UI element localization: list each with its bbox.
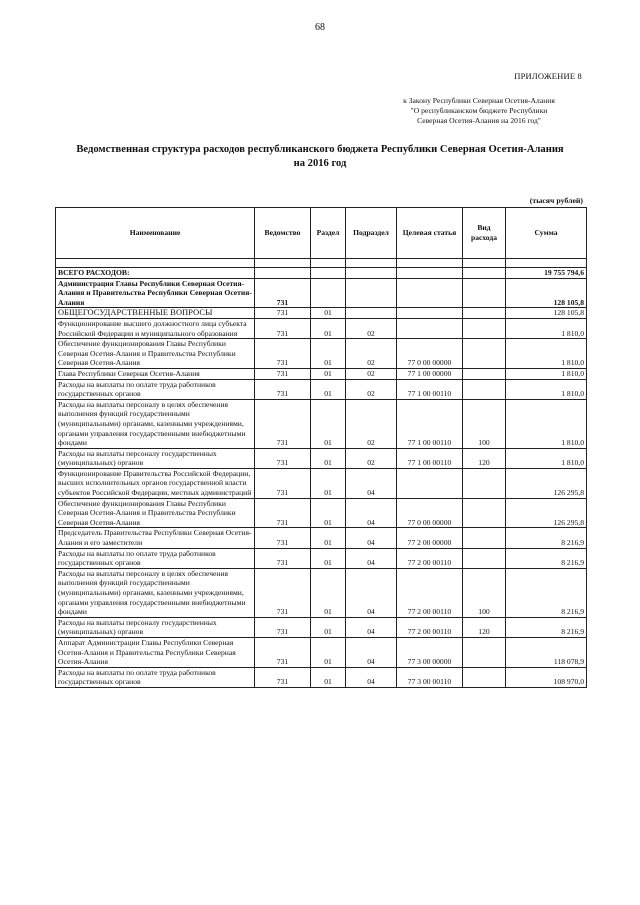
cell-subsection: 04 xyxy=(346,468,397,498)
appendix-label: ПРИЛОЖЕНИЕ 8 xyxy=(514,71,582,81)
cell-target-article xyxy=(397,268,463,279)
cell-target-article: 77 2 00 00110 xyxy=(397,548,463,568)
cell-department: 731 xyxy=(255,308,311,319)
table-body xyxy=(56,259,587,688)
document-title xyxy=(40,143,600,171)
cell-department: 731 xyxy=(255,568,311,617)
cell-target-article: 77 2 00 00110 xyxy=(397,617,463,637)
cell-department: 731 xyxy=(255,448,311,468)
cell-subsection: 04 xyxy=(346,617,397,637)
column-header-amount: Сумма xyxy=(506,208,587,259)
cell-target-article: 77 3 00 00000 xyxy=(397,637,463,667)
column-header-expense-type: Вид расхода xyxy=(463,208,506,259)
cell-department: 731 xyxy=(255,278,311,308)
cell-department xyxy=(255,268,311,279)
column-header-department: Ведомство xyxy=(255,208,311,259)
cell-expense-type: 120 xyxy=(463,617,506,637)
cell-amount: 118 078,9 xyxy=(506,637,587,667)
cell-section: 01 xyxy=(311,379,346,399)
cell-expense-type xyxy=(463,318,506,338)
cell-name: Функционирование высшего должностного лица субъекта Российской Федерации и муниципального образования xyxy=(56,318,255,338)
table-row xyxy=(56,318,587,338)
table-row xyxy=(56,379,587,399)
column-header-section: Раздел xyxy=(311,208,346,259)
cell-section: 01 xyxy=(311,667,346,687)
cell-section xyxy=(311,268,346,279)
cell-department: 731 xyxy=(255,637,311,667)
cell-target-article: 77 3 00 00110 xyxy=(397,667,463,687)
cell-name: Расходы на выплаты персоналу государственных (муниципальных) органов xyxy=(56,617,255,637)
cell-name: Обеспечение функционирования Главы Республики Северная Осетия-Алания и Правительства Республики Северная Осетия-Алания xyxy=(56,339,255,369)
cell-section: 01 xyxy=(311,318,346,338)
cell-amount: 126 295,8 xyxy=(506,468,587,498)
cell-expense-type xyxy=(463,308,506,319)
cell-amount: 1 810,0 xyxy=(506,379,587,399)
cell-department: 731 xyxy=(255,617,311,637)
cell-amount: 126 295,8 xyxy=(506,498,587,528)
cell-subsection: 04 xyxy=(346,637,397,667)
table-row xyxy=(56,448,587,468)
table-row xyxy=(56,368,587,379)
cell-section: 01 xyxy=(311,568,346,617)
cell-amount: 19 755 794,6 xyxy=(506,268,587,279)
cell-amount: 8 216,9 xyxy=(506,568,587,617)
cell-expense-type xyxy=(463,278,506,308)
cell-subsection: 02 xyxy=(346,368,397,379)
cell-name: Расходы на выплаты персоналу в целях обеспечения выполнения функций государственными (муниципальными) органами, казенными учреждениями, органами управления государственными внебюджетными фондами xyxy=(56,399,255,448)
cell-expense-type xyxy=(463,637,506,667)
cell-name: Аппарат Администрации Главы Республики Северная Осетия-Алания и Правительства Республики Северная Осетия-Алания xyxy=(56,637,255,667)
cell-name: Расходы на выплаты персоналу в целях обеспечения выполнения функций государственными (муниципальными) органами, казенными учреждениями, органами управления государственными внебюджетными фондами xyxy=(56,568,255,617)
cell-expense-type: 120 xyxy=(463,448,506,468)
cell-amount: 1 810,0 xyxy=(506,318,587,338)
cell-subsection xyxy=(346,278,397,308)
cell-expense-type xyxy=(463,368,506,379)
cell-subsection: 04 xyxy=(346,568,397,617)
cell-subsection: 02 xyxy=(346,318,397,338)
cell-expense-type xyxy=(463,268,506,279)
cell-section: 01 xyxy=(311,339,346,369)
cell-section: 01 xyxy=(311,308,346,319)
cell-subsection xyxy=(346,308,397,319)
cell-target-article xyxy=(397,468,463,498)
cell-expense-type xyxy=(463,498,506,528)
cell-department: 731 xyxy=(255,528,311,548)
table-row xyxy=(56,637,587,667)
cell-subsection: 02 xyxy=(346,448,397,468)
table-row xyxy=(56,399,587,448)
table-spacer-row xyxy=(56,259,587,268)
document-title-line: на 2016 год xyxy=(293,158,347,169)
cell-expense-type xyxy=(463,339,506,369)
cell-expense-type xyxy=(463,548,506,568)
cell-subsection: 04 xyxy=(346,548,397,568)
table-row xyxy=(56,617,587,637)
law-reference xyxy=(374,96,584,126)
cell-name: Расходы на выплаты по оплате труда работников государственных органов xyxy=(56,379,255,399)
cell-amount: 128 105,8 xyxy=(506,278,587,308)
column-header-subsection: Подраздел xyxy=(346,208,397,259)
table-row xyxy=(56,667,587,687)
document-title-line: Ведомственная структура расходов республиканского бюджета Республики Северная Осетия-Алания xyxy=(76,144,564,155)
cell-amount: 108 970,0 xyxy=(506,667,587,687)
cell-department: 731 xyxy=(255,368,311,379)
cell-expense-type xyxy=(463,468,506,498)
cell-amount: 1 810,0 xyxy=(506,448,587,468)
cell-name: Функционирование Правительства Российской Федерации, высших исполнительных органов государственной власти субъектов Российской Федерации, местных администраций xyxy=(56,468,255,498)
cell-department: 731 xyxy=(255,468,311,498)
cell-subsection xyxy=(346,268,397,279)
cell-subsection: 02 xyxy=(346,399,397,448)
cell-section: 01 xyxy=(311,399,346,448)
law-reference-line: Северная Осетия-Алания на 2016 год" xyxy=(417,116,541,125)
cell-department: 731 xyxy=(255,379,311,399)
table-row xyxy=(56,278,587,308)
cell-name: Расходы на выплаты по оплате труда работников государственных органов xyxy=(56,548,255,568)
cell-name: Администрация Главы Республики Северная Осетия-Алания и Правительства Республики Северная Осетия-Алания xyxy=(56,278,255,308)
units-label: (тысяч рублей) xyxy=(529,196,583,205)
cell-name: Расходы на выплаты по оплате труда работников государственных органов xyxy=(56,667,255,687)
cell-target-article xyxy=(397,318,463,338)
cell-target-article: 77 2 00 00110 xyxy=(397,568,463,617)
table-row xyxy=(56,308,587,319)
cell-amount: 128 105,8 xyxy=(506,308,587,319)
cell-section xyxy=(311,278,346,308)
table-row xyxy=(56,468,587,498)
table-row xyxy=(56,548,587,568)
table-row xyxy=(56,528,587,548)
cell-name: Расходы на выплаты персоналу государственных (муниципальных) органов xyxy=(56,448,255,468)
law-reference-line: к Закону Республики Северная Осетия-Алания xyxy=(403,96,555,105)
cell-department: 731 xyxy=(255,339,311,369)
cell-section: 01 xyxy=(311,468,346,498)
cell-name: ОБЩЕГОСУДАРСТВЕННЫЕ ВОПРОСЫ xyxy=(56,308,255,319)
cell-expense-type xyxy=(463,667,506,687)
cell-section: 01 xyxy=(311,617,346,637)
cell-name: Обеспечение функционирования Главы Республики Северная Осетия-Алания и Правительства Республики Северная Осетия-Алания xyxy=(56,498,255,528)
cell-subsection: 04 xyxy=(346,667,397,687)
table-header-row xyxy=(56,208,587,259)
cell-target-article xyxy=(397,308,463,319)
cell-department: 731 xyxy=(255,318,311,338)
cell-target-article: 77 0 00 00000 xyxy=(397,339,463,369)
cell-department: 731 xyxy=(255,498,311,528)
cell-target-article: 77 1 00 00110 xyxy=(397,399,463,448)
cell-department: 731 xyxy=(255,667,311,687)
cell-name: ВСЕГО РАСХОДОВ: xyxy=(56,268,255,279)
column-header-target-article: Целевая статья xyxy=(397,208,463,259)
cell-department: 731 xyxy=(255,548,311,568)
cell-amount: 1 810,0 xyxy=(506,399,587,448)
cell-target-article: 77 2 00 00000 xyxy=(397,528,463,548)
law-reference-line: "О республиканском бюджете Республики xyxy=(410,106,548,115)
cell-section: 01 xyxy=(311,368,346,379)
cell-amount: 1 810,0 xyxy=(506,368,587,379)
cell-name: Глава Республики Северная Осетия-Алания xyxy=(56,368,255,379)
cell-amount: 8 216,9 xyxy=(506,617,587,637)
cell-expense-type xyxy=(463,379,506,399)
cell-expense-type: 100 xyxy=(463,399,506,448)
cell-amount: 8 216,9 xyxy=(506,528,587,548)
cell-section: 01 xyxy=(311,528,346,548)
cell-section: 01 xyxy=(311,498,346,528)
cell-subsection: 02 xyxy=(346,339,397,369)
cell-amount: 8 216,9 xyxy=(506,548,587,568)
cell-section: 01 xyxy=(311,548,346,568)
table-row xyxy=(56,268,587,279)
cell-target-article: 77 0 00 00000 xyxy=(397,498,463,528)
table-row xyxy=(56,339,587,369)
cell-subsection: 02 xyxy=(346,379,397,399)
table-row xyxy=(56,498,587,528)
cell-target-article: 77 1 00 00110 xyxy=(397,379,463,399)
cell-name: Председатель Правительства Республики Северная Осетия-Алания и его заместители xyxy=(56,528,255,548)
page-number: 68 xyxy=(315,22,325,33)
cell-subsection: 04 xyxy=(346,528,397,548)
cell-expense-type xyxy=(463,528,506,548)
cell-section: 01 xyxy=(311,637,346,667)
table-row xyxy=(56,568,587,617)
budget-table xyxy=(55,207,587,688)
cell-target-article xyxy=(397,278,463,308)
cell-target-article: 77 1 00 00110 xyxy=(397,448,463,468)
cell-amount: 1 810,0 xyxy=(506,339,587,369)
cell-expense-type: 100 xyxy=(463,568,506,617)
cell-subsection: 04 xyxy=(346,498,397,528)
column-header-name: Наименование xyxy=(56,208,255,259)
cell-section: 01 xyxy=(311,448,346,468)
cell-target-article: 77 1 00 00000 xyxy=(397,368,463,379)
cell-department: 731 xyxy=(255,399,311,448)
